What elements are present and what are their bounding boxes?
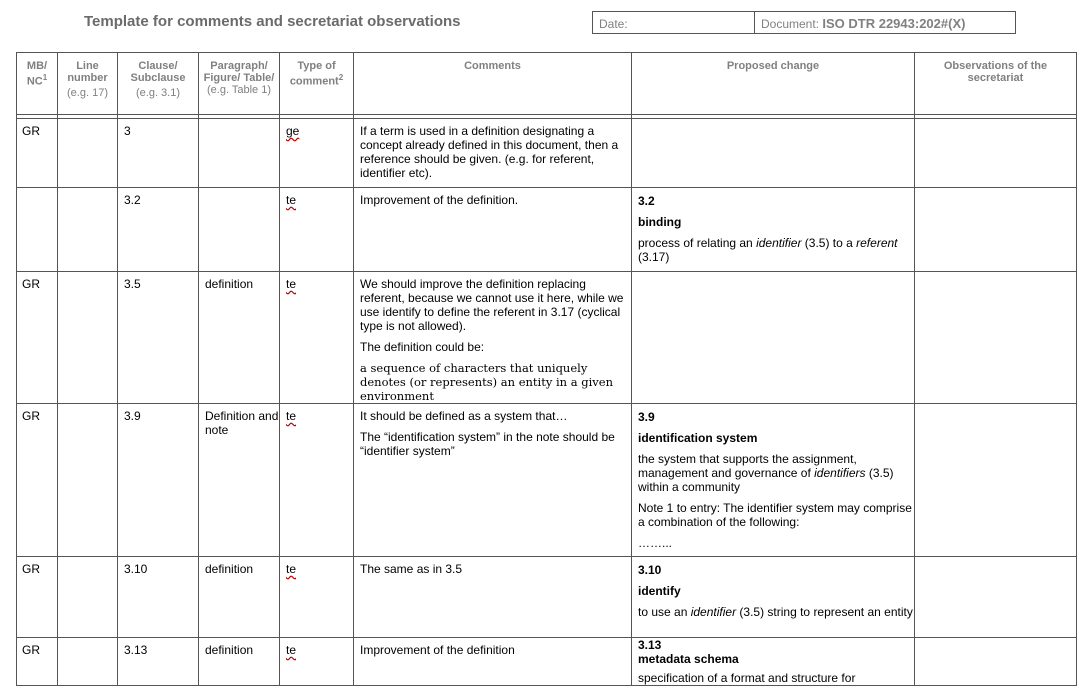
footnote-1: 1	[42, 73, 48, 82]
document-value: ISO DTR 22943:202#(X)	[822, 16, 966, 31]
clause-example: (e.g. 3.1)	[135, 87, 181, 99]
proposed-term: metadata schema	[638, 652, 739, 666]
type-cell[interactable]	[280, 188, 354, 272]
clause-cell[interactable]: 3.13	[118, 638, 199, 686]
comments-cell[interactable]	[354, 188, 632, 272]
observations-cell[interactable]	[915, 404, 1077, 557]
table-row	[17, 404, 1077, 557]
document-field[interactable]	[755, 12, 1015, 33]
mb-cell[interactable]: GR	[17, 404, 58, 557]
proposed-number: 3.9	[638, 410, 655, 424]
table-row	[17, 188, 1077, 272]
proposed-cell[interactable]	[632, 272, 915, 404]
mb-cell[interactable]: GR	[17, 272, 58, 404]
proposed-number: 3.10	[638, 563, 662, 577]
type-value: ge	[286, 124, 300, 138]
proposed-number: 3.13	[638, 638, 662, 652]
para-cell[interactable]: Definition and note	[199, 404, 280, 557]
comments-cell[interactable]	[354, 638, 632, 686]
table-row	[17, 638, 1077, 686]
proposed-note: Note 1 to entry: The identifier system may comprise a combination of the following:	[638, 501, 912, 529]
para-cell[interactable]: definition	[199, 272, 280, 404]
para-cell[interactable]: definition	[199, 638, 280, 686]
observations-cell[interactable]	[915, 188, 1077, 272]
type-value: te	[286, 643, 297, 657]
comment-text: Improvement of the definition	[360, 643, 515, 657]
clause-cell[interactable]: 3	[118, 119, 199, 188]
type-cell[interactable]	[280, 404, 354, 557]
clause-cell[interactable]: 3.9	[118, 404, 199, 557]
type-cell[interactable]	[280, 119, 354, 188]
observations-cell[interactable]	[915, 638, 1077, 686]
table-row	[17, 119, 1077, 188]
proposed-definition: the system that supports the assignment, management and governance of identifiers (3.5) within a community	[638, 452, 894, 494]
para-cell[interactable]: definition	[199, 557, 280, 638]
mb-cell[interactable]: GR	[17, 119, 58, 188]
comment-text: Improvement of the definition.	[360, 193, 519, 207]
document-label: Document:	[761, 17, 820, 31]
comment-text: It should be defined as a system that…	[360, 409, 568, 423]
proposed-cell[interactable]	[632, 188, 915, 272]
observations-cell[interactable]	[915, 119, 1077, 188]
col-proposed-header: Proposed change	[632, 53, 915, 115]
proposed-definition: specification of a format and structure for	[638, 671, 856, 685]
type-value: te	[286, 562, 297, 576]
clause-cell[interactable]: 3.2	[118, 188, 199, 272]
line-cell[interactable]	[58, 119, 118, 188]
comment-text: The definition could be:	[360, 340, 485, 354]
para-cell[interactable]	[199, 188, 280, 272]
type-value: te	[286, 277, 297, 291]
type-value: te	[286, 193, 297, 207]
col-clause-header: Clause/ Subclause (e.g. 3.1)	[118, 53, 199, 115]
date-field[interactable]: Date:	[593, 12, 755, 33]
line-cell[interactable]	[58, 638, 118, 686]
type-cell[interactable]	[280, 272, 354, 404]
para-example: (e.g. Table 1)	[206, 84, 271, 96]
observations-cell[interactable]	[915, 557, 1077, 638]
line-cell[interactable]	[58, 272, 118, 404]
proposed-cell[interactable]	[632, 119, 915, 188]
mb-cell[interactable]: GR	[17, 557, 58, 638]
clause-cell[interactable]: 3.5	[118, 272, 199, 404]
table-row	[17, 557, 1077, 638]
comment-text: We should improve the definition replacing referent, because we cannot use it here, while we use identify to define the referent in 3.17 (cyclical type is not allowed).	[360, 277, 624, 333]
proposed-term: identification system	[638, 431, 758, 445]
line-example: (e.g. 17)	[67, 87, 108, 99]
comment-text: The same as in 3.5	[360, 562, 463, 576]
comments-cell[interactable]	[354, 272, 632, 404]
mb-cell[interactable]	[17, 188, 58, 272]
col-mb-header: MB/ $NC^1$	[17, 53, 58, 115]
proposed-definition: to use an identifier (3.5) string to represent an entity	[638, 605, 913, 619]
line-cell[interactable]	[58, 188, 118, 272]
proposed-cell[interactable]	[632, 638, 915, 686]
proposed-term: binding	[638, 215, 682, 229]
comments-table	[16, 52, 1077, 686]
mb-cell[interactable]: GR	[17, 638, 58, 686]
proposed-term: identify	[638, 584, 681, 598]
proposed-ellipsis: ……...	[638, 536, 673, 550]
comments-cell[interactable]	[354, 404, 632, 557]
proposed-definition: process of relating an identifier (3.5) to a referent (3.17)	[638, 236, 898, 264]
proposed-number: 3.2	[638, 194, 655, 208]
proposed-cell[interactable]	[632, 404, 915, 557]
page-title: Template for comments and secretariat observations	[84, 13, 461, 30]
clause-cell[interactable]: 3.10	[118, 557, 199, 638]
type-cell[interactable]	[280, 638, 354, 686]
comment-text: If a term is used in a definition designating a concept already defined in this document, then a reference should be given. (e.g. for referent, identifier etc).	[360, 124, 619, 180]
type-cell[interactable]	[280, 557, 354, 638]
proposed-cell[interactable]	[632, 557, 915, 638]
line-cell[interactable]	[58, 557, 118, 638]
col-comments-header: Comments	[354, 53, 632, 115]
comments-cell[interactable]	[354, 119, 632, 188]
table-row	[17, 272, 1077, 404]
comment-text: The “identification system” in the note should be “identifier system”	[360, 430, 615, 458]
observations-cell[interactable]	[915, 272, 1077, 404]
col-line-header: Line number (e.g. 17)	[58, 53, 118, 115]
footnote-2: 2	[338, 73, 344, 82]
col-type-header: Type of comment$^2$	[280, 53, 354, 115]
date-document-box	[592, 11, 1016, 34]
header-row	[17, 53, 1077, 115]
line-cell[interactable]	[58, 404, 118, 557]
col-observations-header: Observations of the secretariat	[915, 53, 1077, 115]
para-cell[interactable]	[199, 119, 280, 188]
comment-proposed-definition: a sequence of characters that uniquely denotes (or represents) an entity in a given environment	[360, 361, 613, 403]
type-value: te	[286, 409, 297, 423]
col-para-header: Paragraph/ Figure/ Table/ (e.g. Table 1)	[199, 53, 280, 115]
comments-cell[interactable]	[354, 557, 632, 638]
